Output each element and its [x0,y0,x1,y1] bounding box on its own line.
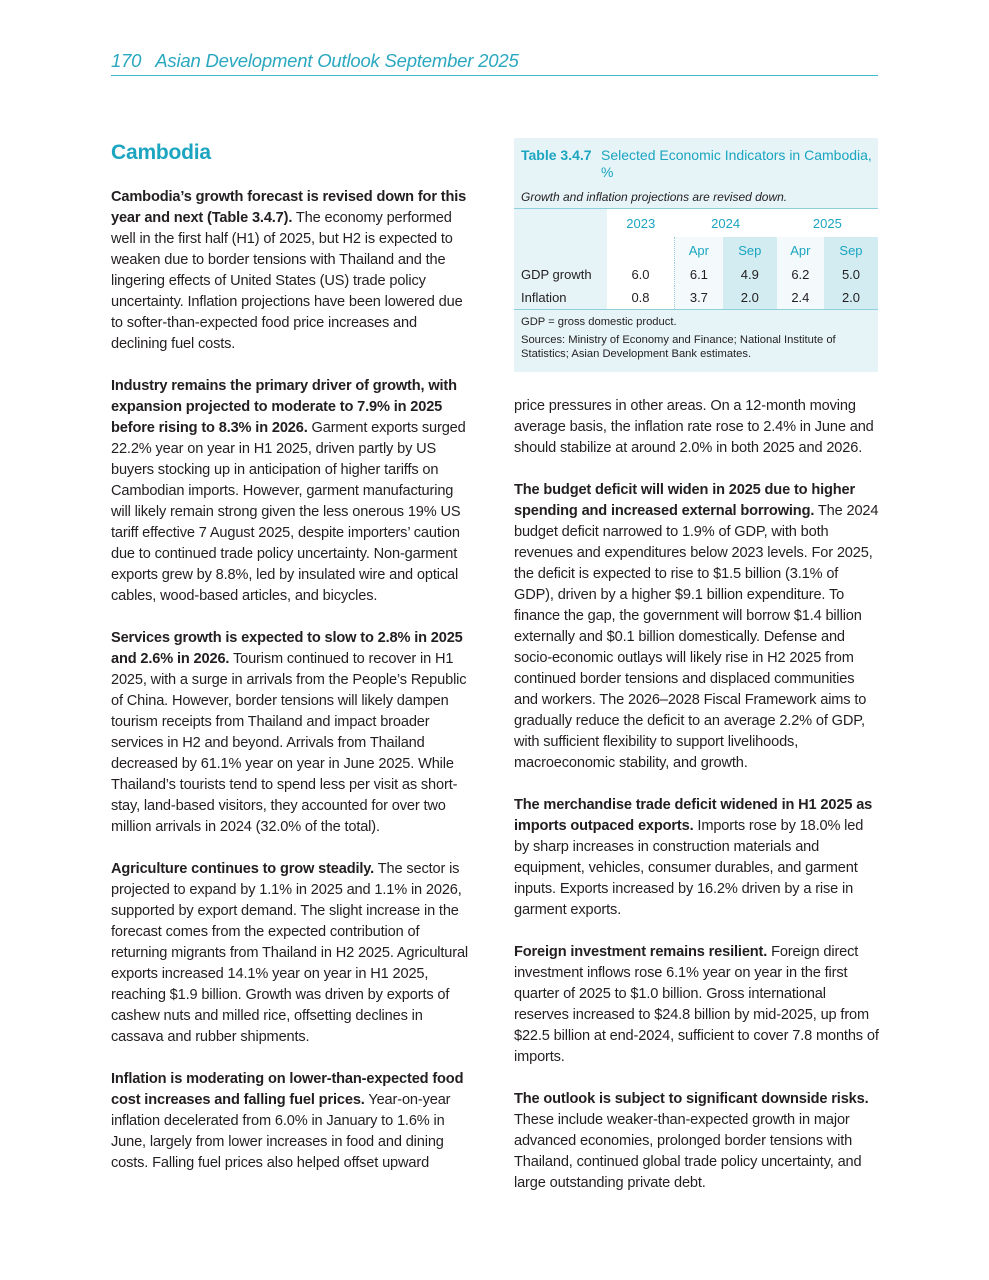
paragraph-lead: Industry remains the primary driver of growth, with expansion projected to moderate to 7.9% in 2025 before rising to 8.3% in 2026. [111,378,457,436]
paragraph-body: Garment exports surged 22.2% year on year in H1 2025, driven partly by US buyers stocking up in anticipation of higher tariffs on Cambodian imports. However, garment manufacturing will likely remain strong given the less onerous 19% US tariff effective 7 August 2025, despite importers’ caution due to continued trade policy uncertainty. Non-garment exports grew by 8.8%, led by insulated wire and optical cables, wood-based articles, and bicycles. [111,420,466,604]
paragraph-body: price pressures in other areas. On a 12-month moving average basis, the inflation rate rose to 2.4% in June and should stabilize at around 2.0% in both 2025 and 2026. [514,398,874,456]
table-row [514,263,878,286]
table-subtitle: Growth and inflation projections are revised down. [514,181,878,209]
table-cell: 5.0 [824,263,878,286]
paragraph-lead: The outlook is subject to significant downside risks. [514,1091,869,1107]
right-column [514,396,880,1215]
table-subheader-row [514,237,878,263]
paragraph-body: The sector is projected to expand by 1.1% in 2025 and 1.1% in 2026, supported by export demand. The slight increase in the forecast comes from the expected contribution of returning migrants from Thailand in H2 2025. Agricultural exports increased 14.1% year on year in H1 2025, reaching $1.9 billion. Growth was driven by exports of cashew nuts and milled rice, offsetting declines in cassava and rubber shipments. [111,861,469,1045]
paragraph [111,376,475,607]
table-cell: 2.0 [723,286,777,309]
table-cell: 6.2 [777,263,824,286]
header-cell-empty [607,237,674,263]
table-note: GDP = gross domestic product. [521,316,677,328]
publication-title: Asian Development Outlook September 2025 [155,50,519,71]
paragraph-body: Tourism continued to recover in H1 2025, with a surge in arrivals from the People’s Republic of China. However, border tensions will likely dampen tourism receipts from Thailand and impact broader services in H2 and beyond. Arrivals from Thailand decreased by 61.1% year on year in June 2025. While Thailand’s tourists tend to spend less per visit as short-stay, land-based visitors, they accounted for over two million arrivals in 2024 (32.0% of the total). [111,651,467,835]
table-cell: 2.0 [824,286,878,309]
paragraph [111,1069,475,1174]
paragraph-body: The economy performed well in the first half (H1) of 2025, but H2 is expected to weaken due to border tensions with Thailand and the lingering effects of United States (US) trade policy uncertainty. Inflation projections have been lowered due to softer-than-expected food price increases and declining fuel costs. [111,210,463,352]
paragraph-body: Imports rose by 18.0% led by sharp increases in construction materials and equipment, vehicles, consumer durables, and garment inputs. Exports increased by 16.2% driven by a rise in garment exports. [514,818,864,918]
header-cell-empty [514,209,607,237]
table-cell: 2.4 [777,286,824,309]
header-cell-empty [514,237,607,263]
paragraph-lead: Agriculture continues to grow steadily. [111,861,375,877]
header-2024-apr: Apr [674,237,722,263]
header-year-2025: 2025 [777,209,878,237]
paragraph [514,480,880,774]
table-header-row [514,209,878,237]
header-year-2023: 2023 [607,209,674,237]
paragraph [514,1089,880,1194]
paragraph-lead: The budget deficit will widen in 2025 due to higher spending and increased external borrowing. [514,482,856,519]
running-header [111,50,878,76]
paragraph-lead: Foreign investment remains resilient. [514,944,768,960]
paragraph-body: The 2024 budget deficit narrowed to 1.9% of GDP, with both revenues and expenditures below 2023 levels. For 2025, the deficit is expected to rise to $1.5 billion (3.1% of GDP), driven by a higher $9.1 billion expenditure. To finance the gap, the government will borrow $1.4 billion externally and $0.1 billion domestically. Defense and socio-economic outlays will likely rise in H2 2025 from continued border tensions and displaced communities and workers. The 2026–2028 Fiscal Framework aims to gradually reduce the deficit to an average 2.2% of GDP, with sufficient flexibility to support livelihoods, macroeconomic stability, and growth. [514,503,879,771]
table-number: Table 3.4.7 [521,147,592,163]
table-cell: 0.8 [607,286,674,309]
section-title: Cambodia [111,141,211,164]
paragraph-body: Foreign direct investment inflows rose 6.1% year on year in the first quarter of 2025 to $1.0 billion. Gross international reserves increased to $24.8 billion by mid-2025, up from $22.5 billion at end-2024, sufficient to cover 7.8 months of imports. [514,944,879,1065]
indicator-table [514,209,878,309]
paragraph-lead: Cambodia’s growth forecast is revised down for this year and next (Table 3.4.7). [111,189,467,226]
table-caption [514,138,878,181]
table-cell: 6.0 [607,263,674,286]
paragraph-lead: Services growth is expected to slow to 2.8% in 2025 and 2.6% in 2026. [111,630,463,667]
header-2025-sep: Sep [824,237,878,263]
paragraph [111,859,475,1048]
paragraph [514,795,880,921]
left-column [111,141,475,1195]
table-row [514,286,878,309]
paragraph-body: Year-on-year inflation decelerated from 6.0% in January to 1.6% in June, largely from lower increases in food and dining costs. Falling fuel prices also helped offset upward [111,1092,451,1171]
table-title: Selected Economic Indicators in Cambodia, % [601,147,872,180]
table-cell: 6.1 [674,263,722,286]
paragraph [514,942,880,1068]
paragraph [111,628,475,838]
paragraph-lead: Inflation is moderating on lower-than-expected food cost increases and falling fuel prices. [111,1071,464,1108]
paragraph-body: These include weaker-than-expected growth in major advanced economies, prolonged border tensions with Thailand, continued global trade policy uncertainty, and large outstanding private debt. [514,1112,862,1191]
paragraph [111,187,475,355]
indicator-table-box [514,138,878,372]
row-label: Inflation [521,290,567,305]
page-number: 170 [111,50,142,71]
table-cell: 3.7 [674,286,722,309]
paragraph [514,396,880,459]
paragraph-lead: The merchandise trade deficit widened in H1 2025 as imports outpaced exports. [514,797,873,834]
table-footnotes [514,309,878,361]
header-year-2024: 2024 [674,209,776,237]
table-sources: Sources: Ministry of Economy and Finance; National Institute of Statistics; Asian Development Bank estimates. [521,334,836,360]
table-cell: 4.9 [723,263,777,286]
header-2024-sep: Sep [723,237,777,263]
row-label: GDP growth [521,267,592,282]
header-2025-apr: Apr [777,237,824,263]
